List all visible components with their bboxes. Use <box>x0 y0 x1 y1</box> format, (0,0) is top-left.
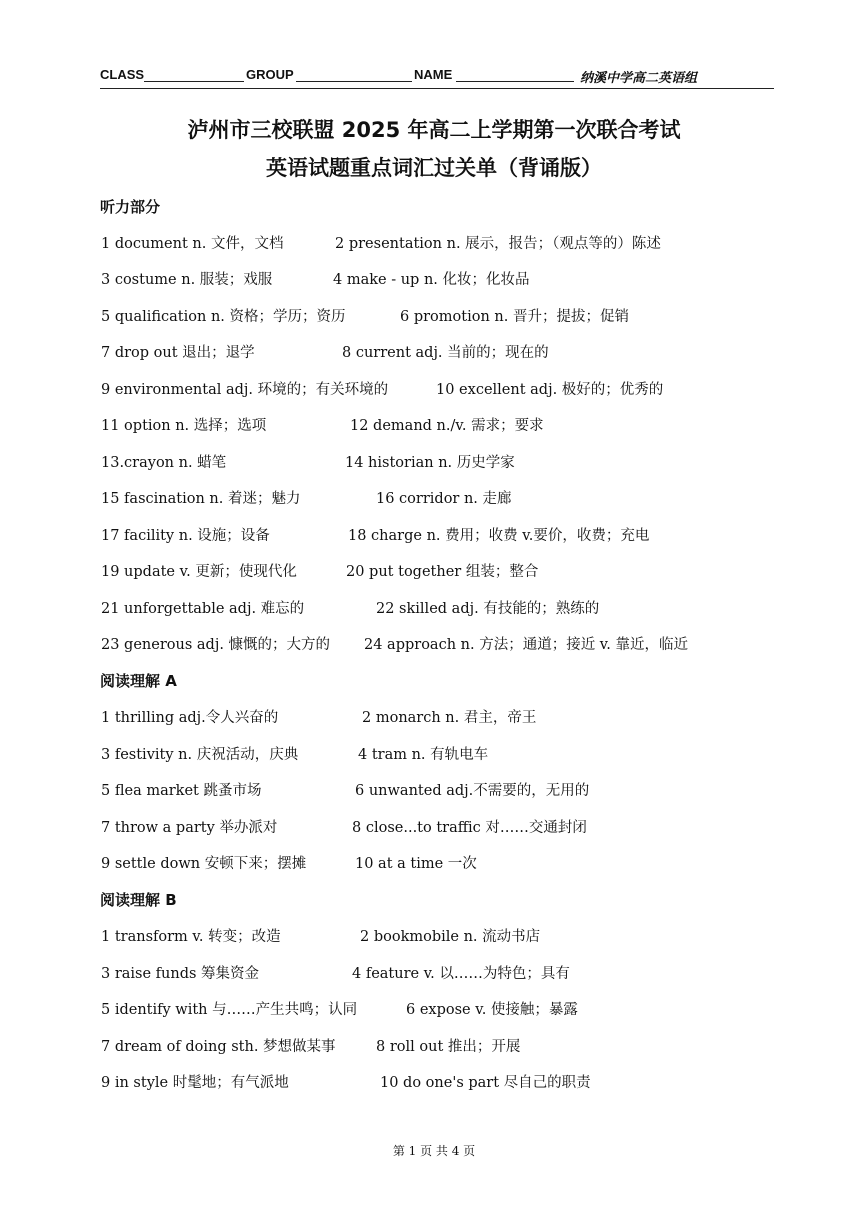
vocab-row <box>0 268 868 290</box>
group-blank[interactable] <box>296 81 412 82</box>
document-subtitle: 英语试题重点词汇过关单（背诵版） <box>266 156 602 180</box>
vocab-entry: 10 do one's part 尽自己的职责 <box>380 1075 591 1091</box>
vocab-entry: 5 qualification n. 资格；学历；资历 <box>101 309 346 325</box>
vocab-row <box>0 633 868 655</box>
vocab-row <box>0 816 868 838</box>
vocab-entry: 6 unwanted adj.不需要的，无用的 <box>355 783 590 799</box>
vocab-entry: 16 corridor n. 走廊 <box>376 491 512 507</box>
vocab-entry: 15 fascination n. 着迷；魅力 <box>101 491 301 507</box>
vocab-entry: 3 raise funds 筹集资金 <box>101 966 260 982</box>
vocab-entry: 9 settle down 安顿下来；摆摊 <box>101 856 307 872</box>
vocab-entry: 4 feature v. 以……为特色；具有 <box>352 966 570 982</box>
vocab-row <box>0 378 868 400</box>
vocab-row <box>0 524 868 546</box>
vocab-entry: 7 throw a party 举办派对 <box>101 820 278 836</box>
vocab-entry: 2 bookmobile n. 流动书店 <box>360 929 541 945</box>
vocab-row <box>0 779 868 801</box>
group-label: GROUP <box>246 67 294 82</box>
name-blank[interactable] <box>456 81 574 82</box>
vocab-row <box>0 706 868 728</box>
vocab-row <box>0 487 868 509</box>
section-heading: 阅读理解 A <box>100 672 177 690</box>
vocab-row <box>0 1035 868 1057</box>
vocab-entry: 10 excellent adj. 极好的；优秀的 <box>436 382 664 398</box>
vocab-entry: 19 update v. 更新；使现代化 <box>101 564 297 580</box>
vocab-entry: 2 monarch n. 君主，帝王 <box>362 710 537 726</box>
vocab-row <box>0 925 868 947</box>
vocab-entry: 3 festivity n. 庆祝活动，庆典 <box>101 747 299 763</box>
page-footer: 第 1 页 共 4 页 <box>392 1144 476 1158</box>
school-name: 纳溪中学高二英语组 <box>580 70 698 85</box>
name-label: NAME <box>414 67 453 82</box>
vocab-entry: 7 dream of doing sth. 梦想做某事 <box>101 1039 336 1055</box>
vocab-entry: 4 tram n. 有轨电车 <box>358 747 489 763</box>
vocab-row <box>0 451 868 473</box>
vocab-entry: 10 at a time 一次 <box>355 856 477 872</box>
vocab-entry: 1 transform v. 转变；改造 <box>101 929 281 945</box>
vocab-entry: 13.crayon n. 蜡笔 <box>101 455 227 471</box>
vocab-entry: 2 presentation n. 展示，报告；（观点等的）陈述 <box>335 236 661 252</box>
vocab-row <box>0 232 868 254</box>
vocab-entry: 3 costume n. 服装；戏服 <box>101 272 273 288</box>
vocab-entry: 5 flea market 跳蚤市场 <box>101 783 262 799</box>
vocab-entry: 9 environmental adj. 环境的；有关环境的 <box>101 382 389 398</box>
vocab-entry: 11 option n. 选择；选项 <box>101 418 267 434</box>
vocab-row <box>0 341 868 363</box>
vocab-entry: 17 facility n. 设施；设备 <box>101 528 270 544</box>
vocab-entry: 23 generous adj. 慷慨的；大方的 <box>101 637 331 653</box>
class-label: CLASS <box>100 67 145 82</box>
vocab-entry: 6 expose v. 使接触；暴露 <box>406 1002 578 1018</box>
vocab-entry: 8 current adj. 当前的；现在的 <box>342 345 549 361</box>
vocab-entry: 18 charge n. 费用；收费 v.要价，收费；充电 <box>348 528 650 544</box>
vocab-row <box>0 743 868 765</box>
vocab-row <box>0 852 868 874</box>
document-title: 泸州市三校联盟 2025 年高二上学期第一次联合考试 <box>187 118 681 142</box>
vocab-entry: 6 promotion n. 晋升；提拔；促销 <box>400 309 629 325</box>
worksheet-header <box>100 64 774 89</box>
vocab-row <box>0 305 868 327</box>
vocab-entry: 5 identify with 与……产生共鸣；认同 <box>101 1002 358 1018</box>
vocab-entry: 12 demand n./v. 需求；要求 <box>350 418 544 434</box>
section-heading: 听力部分 <box>100 198 161 216</box>
vocab-row <box>0 962 868 984</box>
vocab-entry: 4 make - up n. 化妆；化妆品 <box>333 272 530 288</box>
vocab-entry: 14 historian n. 历史学家 <box>345 455 515 471</box>
vocab-row <box>0 1071 868 1093</box>
section-heading: 阅读理解 B <box>100 891 177 909</box>
vocab-entry: 22 skilled adj. 有技能的；熟练的 <box>376 601 600 617</box>
vocab-row <box>0 597 868 619</box>
vocab-entry: 24 approach n. 方法；通道；接近 v. 靠近，临近 <box>364 637 688 653</box>
vocab-entry: 1 thrilling adj.令人兴奋的 <box>101 710 279 726</box>
vocab-entry: 8 roll out 推出；开展 <box>376 1039 521 1055</box>
vocab-entry: 20 put together 组装；整合 <box>346 564 539 580</box>
vocab-entry: 9 in style 时髦地；有气派地 <box>101 1075 289 1091</box>
vocab-entry: 7 drop out 退出；退学 <box>101 345 255 361</box>
vocab-entry: 1 document n. 文件，文档 <box>101 236 284 252</box>
vocab-row <box>0 414 868 436</box>
vocab-entry: 8 close...to traffic 对……交通封闭 <box>352 820 587 836</box>
vocab-row <box>0 560 868 582</box>
vocab-row <box>0 998 868 1020</box>
vocab-entry: 21 unforgettable adj. 难忘的 <box>101 601 305 617</box>
class-blank[interactable] <box>144 81 244 82</box>
